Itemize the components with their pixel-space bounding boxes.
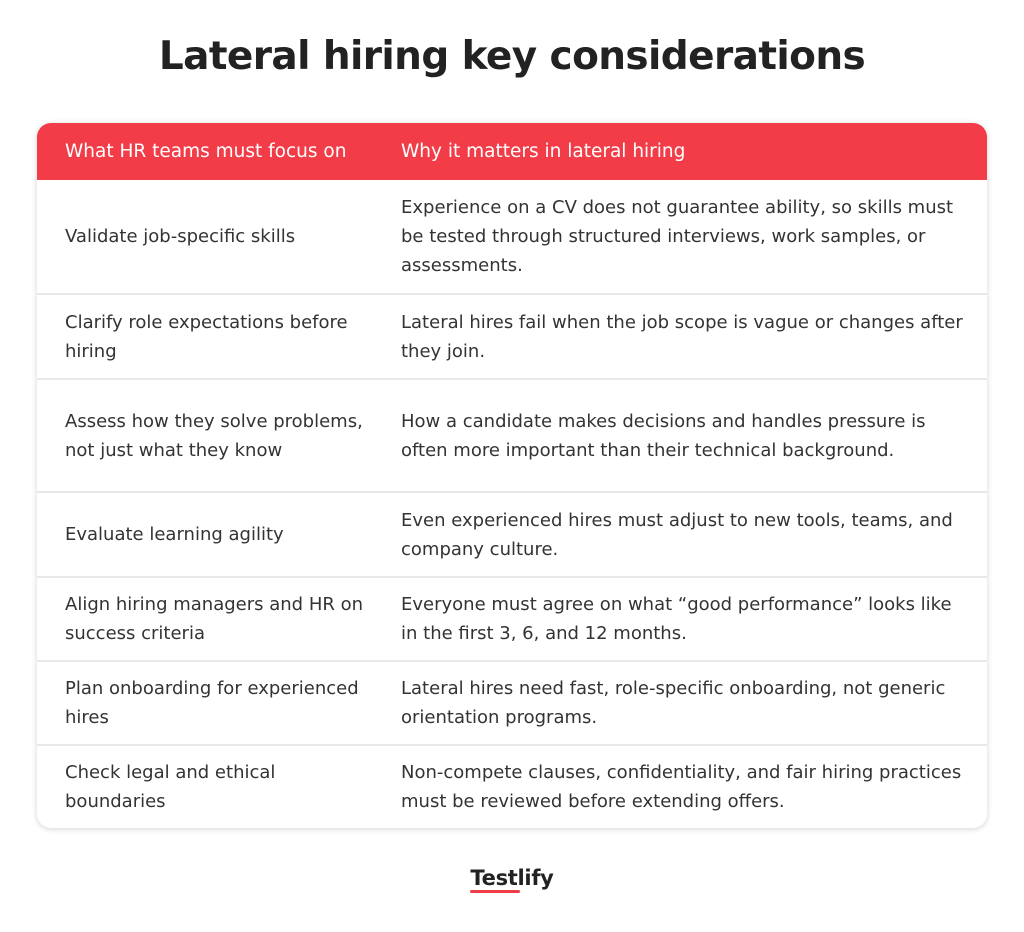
brand-wordmark: [470, 866, 553, 890]
row-focus: Plan onboarding for experienced hires: [65, 678, 359, 728]
header-focus: What HR teams must focus on: [65, 141, 347, 162]
table-row: [37, 578, 987, 662]
brand-underline: [470, 890, 520, 893]
row-why: Experience on a CV does not guarantee ability, so skills must be tested through structured interviews, work samples, or assessments.: [401, 197, 954, 276]
table-row: [37, 380, 987, 493]
table-header: [37, 123, 987, 180]
table-row: [37, 180, 987, 295]
row-why: Everyone must agree on what “good performance” looks like in the first 3, 6, and 12 months.: [401, 594, 952, 644]
brand-logo: [0, 866, 1024, 890]
row-focus: Align hiring managers and HR on success criteria: [65, 594, 364, 644]
row-focus: Check legal and ethical boundaries: [65, 762, 276, 812]
row-focus: Validate job-specific skills: [65, 226, 296, 247]
row-why: How a candidate makes decisions and handles pressure is often more important than their technical background.: [401, 410, 926, 461]
row-why: Even experienced hires must adjust to new tools, teams, and company culture.: [401, 509, 953, 560]
brand-name: Testlify: [470, 866, 554, 890]
row-why: Lateral hires fail when the job scope is vague or changes after they join.: [401, 311, 963, 362]
page-title: Lateral hiring key considerations: [158, 34, 866, 79]
row-why: Lateral hires need fast, role-specific onboarding, not generic orientation programs.: [401, 678, 946, 728]
considerations-table: [37, 123, 987, 828]
table-row: [37, 493, 987, 578]
table-row: [37, 662, 987, 746]
row-focus: Clarify role expectations before hiring: [65, 311, 348, 362]
table-row: [37, 295, 987, 380]
table-row: [37, 746, 987, 828]
row-focus: Assess how they solve problems, not just what they know: [65, 410, 363, 461]
header-why: Why it matters in lateral hiring: [401, 141, 686, 162]
row-why: Non-compete clauses, confidentiality, and fair hiring practices must be reviewed before extending offers.: [401, 762, 962, 812]
row-focus: Evaluate learning agility: [65, 524, 284, 545]
